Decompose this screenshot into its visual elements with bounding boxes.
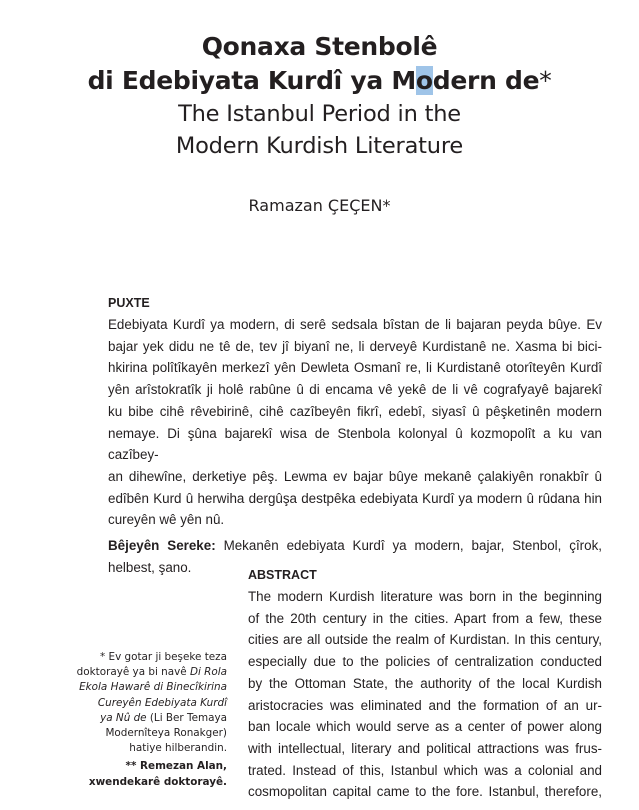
footnote-text: (Li Ber Temaya bbox=[146, 711, 227, 724]
footnote-2-line: ** Remezan Alan, bbox=[125, 760, 227, 773]
footnote-1-line: * Ev gotar ji beşeke teza bbox=[100, 651, 227, 663]
kurdish-title-line-2-end: dern de bbox=[432, 66, 540, 95]
puxte-line: edîbên Kurd û herwiha dergûşa destpêka edebiyata Kurdî ya modern û rûdana hin bbox=[108, 490, 602, 506]
footnote-2-line: xwendekarê doktorayê. bbox=[88, 775, 227, 788]
footnote-1-line bbox=[70, 711, 227, 726]
abstract-line: cosmopolitan capital came to the fore. Istanbul, therefore, bbox=[248, 784, 602, 800]
abstract-line: trated. Instead of this, Istanbul which was a colonial and bbox=[248, 762, 602, 778]
footnote-1-line: Modernîteya Ronakger) bbox=[105, 727, 227, 740]
english-title-line-2: Modern Kurdish Literature bbox=[175, 133, 464, 159]
footnote-1-line: hatiye hilberandin. bbox=[129, 742, 227, 755]
footnote-1-line bbox=[70, 680, 227, 695]
abstract-line: by the Ottoman State, the authority of the local Kurdish bbox=[248, 675, 602, 691]
thesis-title-italic: Di Rola bbox=[189, 666, 227, 679]
abstract-line: ban locale which would serve as a center of power along bbox=[248, 719, 602, 735]
keywords-line-1 bbox=[108, 535, 602, 557]
puxte-section bbox=[108, 296, 602, 578]
footnote-1-line bbox=[70, 665, 227, 680]
keywords-line-2: helbest, şano. bbox=[108, 559, 192, 575]
puxte-line: Edebiyata Kurdî ya modern, di serê sedsala bîstan de li bajaran peyda bûye. Ev bbox=[108, 317, 602, 332]
abstract-heading: ABSTRACT bbox=[248, 568, 317, 582]
title-footnote-marker: * bbox=[539, 66, 552, 95]
english-title bbox=[0, 98, 639, 162]
abstract-line: aristocracies was eliminated and the formation of an ur- bbox=[248, 697, 602, 713]
thesis-title-italic: ya Nû de bbox=[100, 711, 147, 724]
abstract-line: with intellectual, literary and political attractions was frus- bbox=[248, 740, 602, 756]
abstract-section bbox=[248, 568, 602, 803]
article-title-block bbox=[0, 30, 639, 162]
footnote-text: doktorayê ya bi navê bbox=[76, 666, 190, 679]
footnote-1-line bbox=[70, 696, 227, 711]
abstract-line: The modern Kurdish literature was born in the beginning bbox=[248, 589, 602, 604]
thesis-title-italic: Cureyên Edebiyata Kurdî bbox=[97, 696, 227, 709]
puxte-line: ku bibe cihê rêvebirinê, cihê cazîbeyên fikrî, edebî, siyasî û pêşketinên modern bbox=[108, 403, 602, 419]
puxte-body bbox=[108, 314, 602, 531]
puxte-line: bajar yek didu ne tê de, tev jî biyanî ne, li derveyê Kurdistanê ne. Xasma bi bici- bbox=[108, 338, 602, 354]
puxte-line-last: cureyên wê yên nû. bbox=[108, 512, 225, 528]
footnotes bbox=[70, 650, 227, 790]
abstract-body bbox=[248, 586, 602, 803]
puxte-line: hkirina polîtîkayên merkezî yên Dewleta Osmanî re, li Kurdistanê otorîteyên Kurdî bbox=[108, 360, 602, 376]
abstract-line: of the 20th century in the cities. Apart from a few, these bbox=[248, 610, 602, 626]
thesis-title-italic: Ekola Hawarê di Binecîkirina bbox=[79, 681, 227, 694]
keywords-list: Mekanên edebiyata Kurdî ya modern, bajar, Stenbol, çîrok, bbox=[215, 538, 602, 554]
text-selection-highlight[interactable]: o bbox=[415, 66, 433, 95]
kurdish-title-line-1: Qonaxa Stenbolê bbox=[201, 32, 438, 61]
kurdish-title-line-2[interactable] bbox=[0, 64, 639, 98]
author-name: Ramazan ÇEÇEN* bbox=[248, 196, 391, 215]
abstract-line: especially due to the policies of centralization conducted bbox=[248, 654, 602, 670]
footnote-2 bbox=[70, 759, 227, 789]
kurdish-title bbox=[0, 30, 639, 98]
english-title-line-1: The Istanbul Period in the bbox=[178, 101, 461, 127]
kurdish-title-line-2-start: di Edebiyata Kurdî ya M bbox=[87, 66, 416, 95]
puxte-line: nemaye. Di şûna bajarekî wisa de Stenbola kolonyal û kozmopolît a ku van cazîbey- bbox=[108, 425, 602, 463]
abstract-line: cities are all outside the realm of Kurdistan. In this century, bbox=[248, 632, 602, 648]
puxte-heading: PUXTE bbox=[108, 296, 150, 310]
puxte-line: an dihewîne, derketiye pêş. Lewma ev bajar bûye mekanê çalakiyên ronakbîr û bbox=[108, 468, 602, 484]
keywords-label: Bêjeyên Sereke: bbox=[108, 538, 216, 554]
puxte-line: yên arîstokratîk ji holê rabûne û di encama vê yekê de li vê cografyayê bajarekî bbox=[108, 382, 602, 398]
